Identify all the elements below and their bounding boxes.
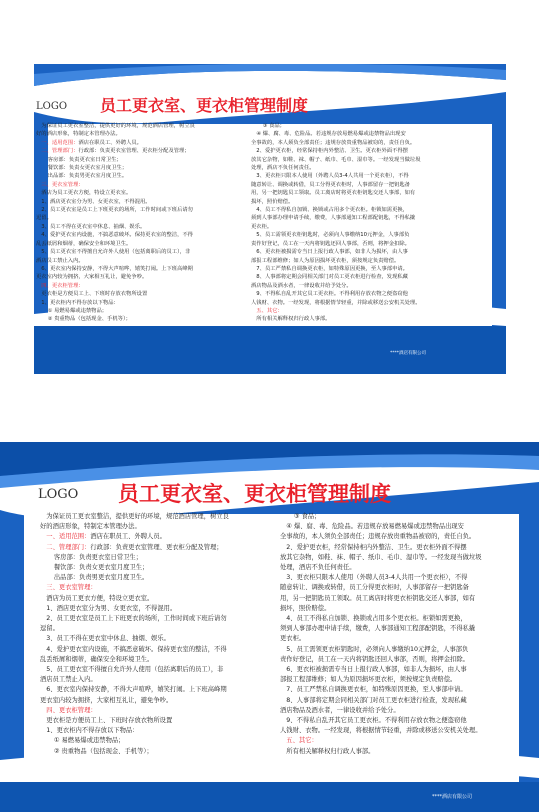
text-line: 1、酒店更衣室分为男、女更衣室，不得混用。 [41,198,151,205]
text-line: 须到人事部办理申请手续，缴费，人事部通知工程部配钥匙，不得私撬 [251,215,416,222]
section-text: 行政部：负责更衣室管理、更衣柜分配及管理； [78,148,190,155]
text-line: 乱丢纸屑和烟蒂，确保安全和环境卫生。 [40,655,154,663]
text-line: 部报工程部维修；如人为原因损坏更衣柜，须按规定负责赔偿。 [251,257,400,264]
text-line: 损坏，照价赔偿。 [251,198,294,205]
text-line: 5、员工更衣室不得擅自允许外人使用（包括离职后的员工），非 [41,249,191,256]
section-heading: 一、适用范围： [41,139,79,146]
section-text: 酒店在职员工、外聘人员。 [78,139,142,146]
right-column [280,512,510,757]
text-line: 9、不得私自乱开其它员工更衣柜。不得利用存放衣物之便盗窃他 [286,717,467,725]
text-line: 更衣室内较为拥挤，大家相互礼让，避免争吵。 [36,274,148,281]
text-line: 1、更衣柜内不得存放以下物品： [41,299,119,306]
text-line: 4、员工不得私自加锁、换锁或占用多个更衣柜。柜锁如需更换， [256,207,408,214]
text-line: 4、员工不得私自加锁、换锁或占用多个更衣柜。柜锁如需更换， [286,615,467,623]
section-text: 行政部：负责更衣室管理、更衣柜分配及管理； [90,543,223,551]
text-line: 处理，酒店不负任何责任。 [251,165,315,172]
text-line: 餐饮部：负责女更衣室月度卫生； [47,165,128,172]
text-line: 处理，酒店不负任何责任。 [280,564,356,572]
text-line: ① 易燃易爆或违禁物品； [53,737,125,745]
text-line: 6、更衣室内保持安静，不得大声喧哗，嬉笑打闹。上下班高峰期 [46,686,227,694]
right-column [251,122,456,324]
text-line: 更衣柜是方便员工上、下班时存放衣物所设置 [46,717,173,725]
text-line: 酒店为员工更衣方便，特设立更衣室。 [41,190,132,197]
text-line: 8、人事部将定期会同相关部门对员工更衣柜进行检查，发现私藏 [286,696,467,704]
text-line: 客房部：负责更衣室日常卫生； [53,553,143,561]
section-text: 酒店在职员工、外聘人员。 [90,533,166,541]
text-line: 好的酒店形象，特制定本管理办法。 [36,131,121,138]
text-line [40,543,270,553]
text-columns [36,122,456,324]
text-line: 7、员工严禁私自调换更衣柜，如特殊原因更换，至人事部申请。 [256,265,408,272]
text-line: 部报工程部维修；如人为原因损坏更衣柜，须按规定负责赔偿。 [280,676,457,684]
company-footer: ****酒店有限公司 [432,794,473,800]
text-line: 酒店为员工更衣方便，特设立更衣室。 [46,594,154,602]
text-columns [40,512,510,757]
text-line: 7、员工严禁私自调换更衣柜，如特殊原因更换，至人事部申请。 [286,686,467,694]
text-line: ③ 食品； [262,123,285,129]
text-line: 随意转让、调换或转借，员工分得更衣柜时，人事部留存一把钥匙备 [280,584,469,592]
text-line: 乱丢纸屑和烟蒂，确保安全和环境卫生。 [36,240,132,247]
logo: LOGO [38,487,79,502]
text-line: 四、更衣柜管理： [46,706,97,714]
section-heading: 一、适用范围： [46,533,91,541]
text-line: 5、员工更衣室不得擅自允许外人使用（包括离职后的员工），非 [46,666,224,674]
text-line: 6、更衣柜被损需专当日上报行政人事部，如非人为损坏，由人事 [256,249,408,256]
text-line: ① 易燃易爆或违禁物品； [47,307,108,314]
text-line: 用，另一把钥匙员工领取。员工离店时将更衣柜钥匙交还人事部，如有 [251,190,416,197]
text-line: 全事故的，本人须负全部责任；违规存放贵重物品被窃的，责任自负。 [251,139,416,146]
section-heading: 二、管理部门： [46,543,91,551]
text-line: 更衣柜是方便员工上、下班时存放衣物所设置 [41,291,148,298]
text-line: 出品部：负责男更衣室月度卫生。 [47,173,128,180]
text-line: 5、员工需领更衣柜钥匙时，必须向人事缴纳10元押金，人事部负 [286,645,469,653]
text-line: 酒店员工禁止入内。 [40,676,97,684]
text-line: 1、酒店更衣室分为男、女更衣室，不得混用。 [46,604,177,612]
text-line: 五、其它： [256,307,283,314]
text-line: ② 贵重物品（包括现金、手机等）； [53,747,153,755]
text-line: 3、员工不得在更衣室中休息、抽烟、娱乐。 [41,223,146,230]
text-line: 所有相关解释权归行政人事部。 [256,316,331,323]
text-line: 四、更衣柜管理： [41,282,84,289]
page-title: 员工更衣室、更衣柜管理制度 [100,96,309,115]
text-line: 全事故的，本人须负全部责任；违规存放贵重物品被窃的，责任自负。 [280,533,476,541]
text-line: 出品部：负责男更衣室月度卫生。 [53,574,149,582]
text-line: ② 贵重物品（包括现金、手机等）； [47,316,131,323]
text-line: 4、爱护更衣室内设施，不搞恶意破坏。保持更衣室的整洁，不得 [41,232,193,239]
text-line: 2、员工更衣室是员工上下班更衣的场所，工作时间或下班后请勿 [46,615,227,623]
text-line: 3、更衣柜只限本人使用（外聘人员3-4人共用一个更衣柜），不得 [256,173,409,180]
section-heading: 二、管理部门： [41,148,79,155]
text-line: 逗留。 [36,215,52,222]
text-line: 责作好登记，员工在一天内将钥匙还回人事部，否则，将押金扣除。 [280,655,469,663]
text-line [36,139,241,147]
text-line: 餐饮部：负责女更衣室月度卫生； [53,564,149,572]
text-line: 酒店物品及酒水者，一律设收并给予处分。 [280,706,400,714]
text-line: 随意转让、调换或转借，员工分得更衣柜时，人事部留存一把钥匙备 [251,181,410,188]
text-line: 酒店员工禁止入内。 [36,257,84,264]
text-line: 5、员工需领更衣柜钥匙时，必须向人事缴纳10元押金，人事部负 [256,232,410,239]
text-line: 五、其它： [286,737,318,745]
text-line: 1、更衣柜内不得存放以下物品： [46,727,139,735]
text-line: ④ 爆、腐、毒、危险品。若违规存放易燃易爆或违禁物品出现安 [286,523,464,531]
text-line: 更衣室内较为拥挤，大家相互礼让，避免争吵。 [40,696,173,704]
text-line [40,532,270,542]
text-line: 2、爱护更衣柜，经常保持柜内外整洁、卫生。更衣柜外面不得摆 [286,543,467,551]
logo: LOGO [36,101,68,112]
text-line: 酒店物品及酒水者，一律设收并给予处分。 [251,282,352,289]
company-footer: ****酒店有限公司 [390,351,426,356]
text-line: ④ 爆、腐、毒、危险品。若违规存放易燃易爆或违禁物品出现安 [256,131,406,138]
text-line: 6、更衣柜被损需专当日上报行政人事部，如非人为损坏，由人事 [286,666,467,674]
text-line: 放其它杂物，如鞋、袜、帽子、纸巾、毛巾、湿巾等。一经发现当做垃圾 [280,553,482,561]
left-column [36,122,241,324]
text-line: 2、爱护更衣柜，经常保持柜内外整洁、卫生。更衣柜外面不得摆 [256,148,408,155]
text-line: 4、爱护更衣室内设施，不搞恶意破坏。保持更衣室的整洁，不得 [46,645,227,653]
text-line: 用，另一把钥匙员工领取。员工离店时将更衣柜钥匙交还人事部，如有 [280,594,476,602]
text-line: 须到人事部办理申请手续，缴费，人事部通知工程部配钥匙，不得私撬 [280,625,476,633]
text-line: 逗留。 [40,625,59,633]
page-title: 员工更衣室、更衣柜管理制度 [118,482,391,506]
text-line: ③ 食品； [293,513,321,520]
text-line: 9、不得私自乱开其它员工更衣柜。不得利用存放衣物之便盗窃他 [256,291,408,298]
text-line: 放其它杂物，如鞋、袜、帽子、纸巾、毛巾、湿巾等。一经发现当做垃圾 [251,156,421,163]
text-line: 3、员工不得在更衣室中休息、抽烟、娱乐。 [46,635,170,643]
text-line: 所有相关解释权归行政人事部。 [286,747,375,755]
text-line [36,147,241,155]
text-line: 客房部：负责更衣室日常卫生； [47,156,122,163]
text-line: 责作好登记，员工在一天内将钥匙还回人事部，否则，将押金扣除。 [251,240,410,247]
text-line: 2、员工更衣室是员工上下班更衣的场所，工作时间或下班后请勿 [41,207,193,214]
text-line: 损坏，照价赔偿。 [280,604,331,612]
text-line: 人钱财、衣物。一经发现，将根据情节轻重，并除或移送公安机关处理。 [251,299,421,306]
text-line: 8、人事部将定期会同相关部门对员工更衣柜进行检查，发现私藏 [256,274,408,281]
text-line: 6、更衣室内保持安静，不得大声喧哗，嬉笑打闹。上下班高峰期 [41,265,193,272]
text-line: 为保证员工更衣室整洁，提供更好的环境，规范酒店管理，树立良 [41,123,195,129]
text-line: 三、更衣室管理： [41,181,84,188]
text-line: 人钱财、衣物。一经发现，将根据情节轻重，并除或移送公安机关处理。 [280,727,482,735]
text-line: 更衣柜。 [251,223,273,230]
text-line: 更衣柜。 [280,635,306,643]
left-column [40,512,270,757]
text-line: 3、更衣柜只限本人使用（外聘人员3-4人共用一个更衣柜），不得 [286,574,468,582]
text-line: 三、更衣室管理： [46,584,97,592]
text-line: 为保证员工更衣室整洁，提供更好的环境，规范酒店管理，树立良 [46,513,229,520]
text-line: 好的酒店形象，特制定本管理办法。 [40,523,141,531]
